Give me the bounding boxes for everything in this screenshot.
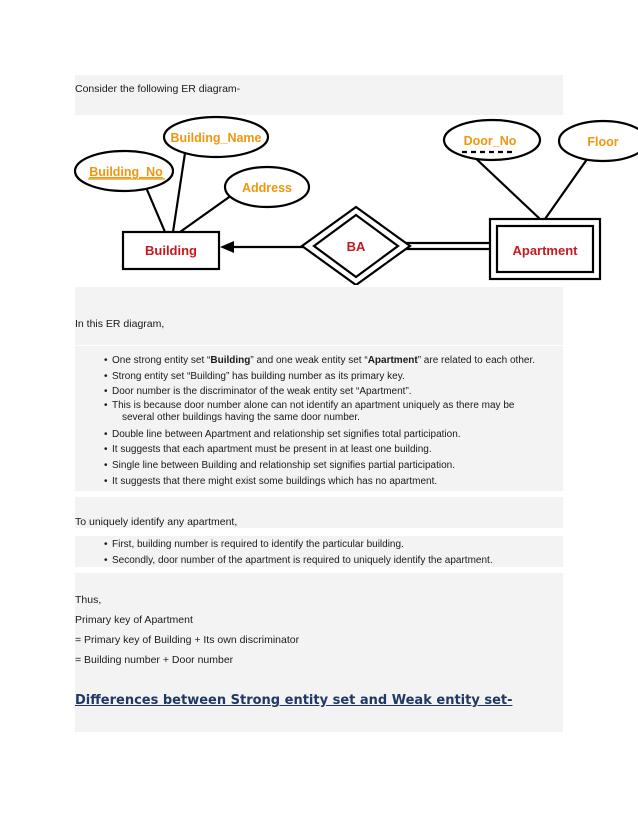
section2-lead: To uniquely identify any apartment,: [75, 516, 238, 528]
attr-floor-label: Floor: [587, 135, 619, 149]
entity-building-label: Building: [145, 243, 197, 258]
list-item: • It suggests that each apartment must be present in at least one building.: [104, 442, 535, 458]
conclusion-line-2: Primary key of Apartment: [75, 614, 193, 626]
list-item: • Door number is the discriminator of the weak entity set “Apartment”.: [104, 384, 535, 400]
link-building-name: [173, 153, 185, 232]
attr-building-no-label: Building_No: [89, 165, 163, 179]
entity-apartment-label: Apartment: [512, 243, 578, 258]
list-item: • It suggests that there might exist some buildings which has no apartment.: [104, 474, 535, 490]
conclusion-line-4: = Building number + Door number: [75, 654, 234, 666]
conclusion-line-1: Thus,: [75, 594, 102, 606]
list-item: • This is because door number alone can not identify an apartment uniquely as there may be several other buildings having the same door number.: [104, 400, 535, 424]
attr-address-label: Address: [241, 181, 293, 195]
link-floor: [545, 155, 590, 219]
list-item: • Single line between Building and relationship set signifies partial participation.: [104, 458, 535, 474]
section1-band: [75, 287, 563, 345]
section1-bullet-list: [104, 353, 535, 489]
list-item: • One strong entity set “Building” and one weak entity set “Apartment” are related to each other.: [104, 353, 535, 369]
section2-bullet-list: [104, 537, 493, 568]
attr-door-no-label: Door_No: [463, 134, 517, 148]
list-item: • Strong entity set “Building” has building number as its primary key.: [104, 369, 535, 385]
attr-building-name-label: Building_Name: [170, 131, 262, 145]
link-building-no: [145, 185, 165, 232]
relationship-ba-label: BA: [346, 239, 366, 254]
section1-lead: In this ER diagram,: [75, 318, 165, 330]
intro-text: Consider the following ER diagram-: [75, 83, 241, 95]
list-item: • First, building number is required to identify the particular building.: [104, 537, 493, 553]
conclusion-line-3: = Primary key of Building + Its own discriminator: [75, 634, 300, 646]
link-address: [180, 195, 232, 232]
arrowhead-icon: [220, 241, 234, 253]
list-item: • Secondly, door number of the apartment is required to uniquely identify the apartment.: [104, 553, 493, 569]
link-door-no: [470, 153, 540, 219]
list-item: • Double line between Apartment and relationship set signifies total participation.: [104, 427, 535, 443]
er-diagram: [0, 115, 638, 285]
section-heading: Differences between Strong entity set and Weak entity set-: [75, 693, 513, 708]
